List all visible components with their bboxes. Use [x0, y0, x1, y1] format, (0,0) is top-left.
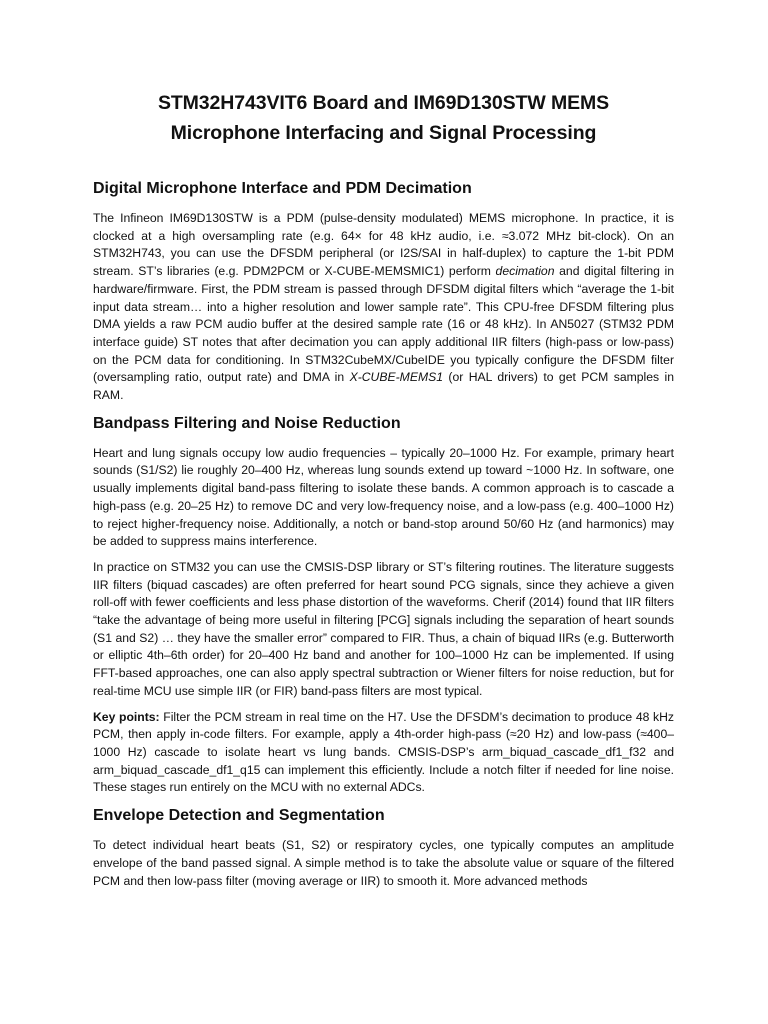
paragraph-key-points [93, 709, 674, 798]
paragraph: Heart and lung signals occupy low audio frequencies – typically 20–1000 Hz. For example, primary heart sounds (S1/S2) lie roughly 20–400 Hz, whereas lung sounds extend up toward ~1000 Hz. In software, one usually implements digital band-pass filtering to isolate these bands. A common approach is to cascade a high-pass (e.g. 20–25 Hz) to remove DC and very low-frequency noise, and a low-pass (e.g. 400–1000 Hz) to reject higher-frequency noise. Additionally, a notch or band-stop around 50/60 Hz (and harmonics) may be added to suppress mains interference. [93, 445, 674, 549]
section-heading: Bandpass Filtering and Noise Reduction [93, 414, 401, 432]
section-envelope-detection [93, 805, 674, 890]
paragraph-text: The Infineon IM69D130STW is a PDM (pulse-density modulated) MEMS microphone. In practice, it is clocked at a high oversampling rate (e.g. 64× for 48 kHz audio, i.e. ≈3.072 MHz bit-clock). On an STM32H743, you can use the DFSDM peripheral (or I2S/SAI in half-duplex) to capture the 1-bit PDM stream. ST’s libraries (e.g. PDM2PCM or X-CUBE-MEMSMIC1) perform [93, 211, 674, 279]
emphasis-text: decimation [495, 264, 555, 279]
section-heading: Envelope Detection and Segmentation [93, 807, 385, 825]
key-points-label: Key points: [93, 709, 160, 724]
paragraph-text: Filter the PCM stream in real time on the H7. Use the DFSDM’s decimation to produce 48 kHz PCM, then apply in-code filters. For example, apply a 4th-order high-pass (≈20 Hz) and low-pass (≈400–1000 Hz) cascade to isolate heart vs lung bands. CMSIS-DSP’s arm_biquad_cascade_df1_f32 and arm_biquad_cascade_df1_q15 can implement this efficiently. Include a notch filter if needed for line noise. These stages run entirely on the MCU with no external ADCs. [93, 709, 674, 795]
paragraph-text: and digital filtering in hardware/firmware. First, the PDM stream is passed through DFSDM digital filters which “average the 1-bit input data stream… into a higher resolution and lower sample rate”. This CPU-free DFSDM filtering plus DMA yields a raw PCM audio buffer at the desired sample rate (16 or 48 kHz). In AN5027 (STM32 PDM interface guide) ST notes that after decimation you can apply additional IIR filters (high-pass or low-pass) on the PCM data for conditioning. In STM32CubeMX/CubeIDE you typically configure the DFSDM filter (oversampling ratio, output rate) and DMA in [93, 264, 674, 385]
title-line-1: STM32H743VIT6 Board and IM69D130STW MEMS [157, 92, 610, 114]
document-title [93, 88, 674, 148]
paragraph: In practice on STM32 you can use the CMSIS-DSP library or ST’s filtering routines. The literature suggests IIR filters (biquad cascades) are often preferred for heart sound PCG signals, since they achieve a given roll-off with fewer coefficients and less phase distortion of the waveforms. Cherif (2014) found that IIR filters “take the advantage of being more useful in filtering [PCG] signals including the separation of heart sounds (S1 and S2) … they have the smaller error” compared to FIR. Thus, a chain of biquad IIRs (e.g. Butterworth or elliptic 4th–6th order) for 20–400 Hz band and another for 100–1000 Hz can be implemented. If using FFT-based approaches, one can also apply spectral subtraction or Wiener filters for noise reduction, but for real-time MCU use simple IIR (or FIR) band-pass filters are most typical. [93, 559, 674, 698]
paragraph: To detect individual heart beats (S1, S2) or respiratory cycles, one typically computes an amplitude envelope of the band passed signal. A simple method is to take the absolute value or square of the filtered PCM and then low-pass filter (moving average or IIR) to smooth it. More advanced methods [93, 838, 674, 888]
title-line-2: Microphone Interfacing and Signal Processing [170, 122, 597, 144]
emphasis-text: X-CUBE-MEMS1 [349, 370, 444, 385]
section-pdm-decimation [93, 178, 674, 405]
document-page [93, 88, 674, 898]
section-heading: Digital Microphone Interface and PDM Decimation [93, 180, 472, 197]
paragraph-text: (or HAL drivers) to get PCM samples in RAM. [93, 370, 674, 403]
section-bandpass-filtering [93, 413, 674, 797]
paragraph [93, 210, 674, 405]
